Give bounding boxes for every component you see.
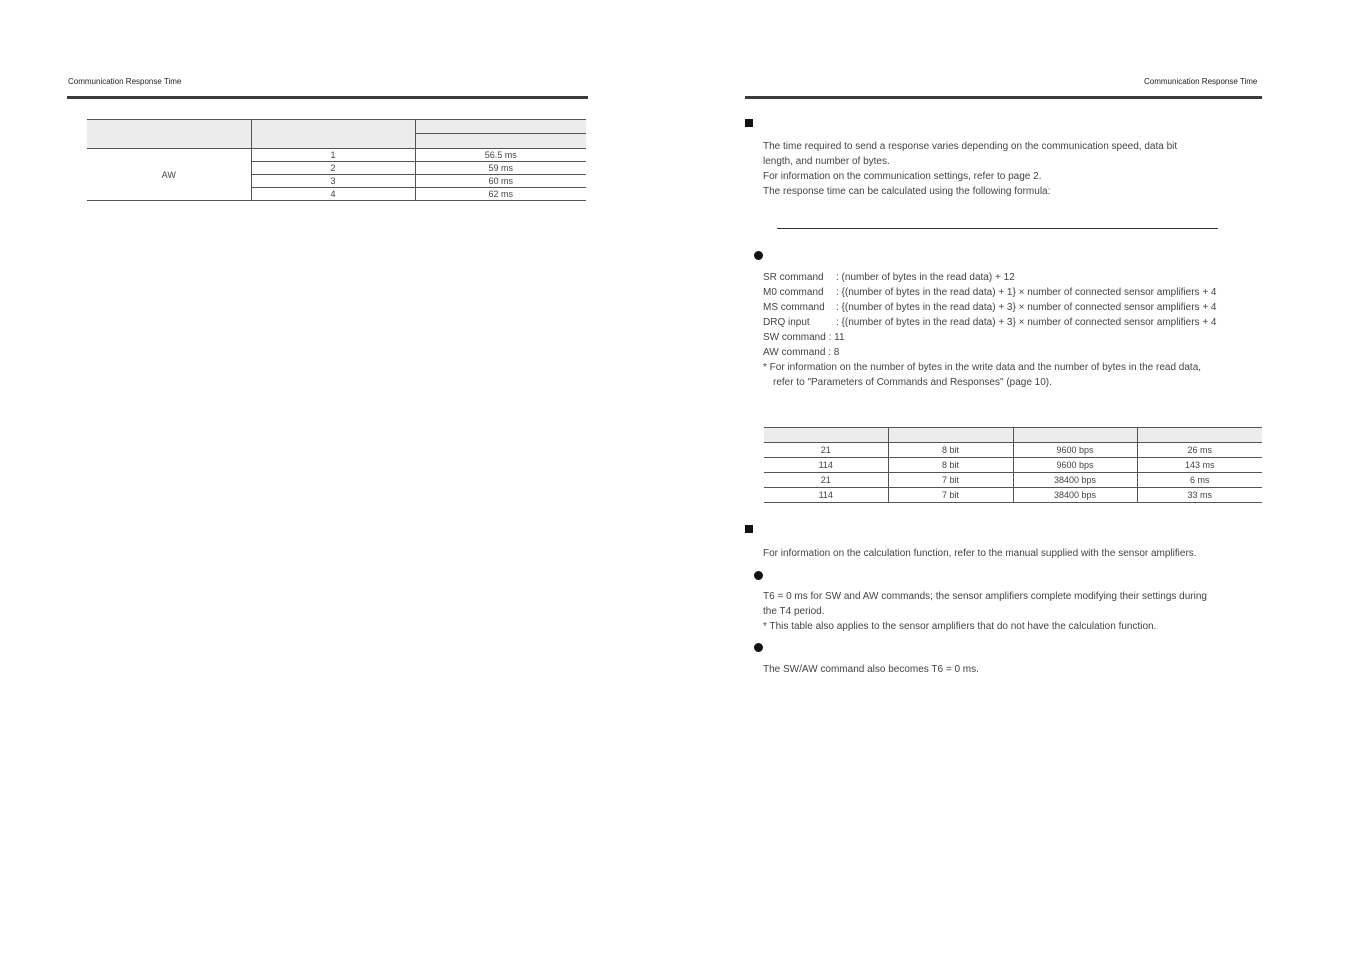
intro-paragraph [763,139,1177,199]
left-table-command: AW [87,149,251,201]
table-cell: 26 ms [1187,445,1212,455]
note-line: * This table also applies to the sensor amplifiers that do not have the calculation function. [763,621,1157,632]
intro-line: length, and number of bytes. [763,156,890,167]
left-table-time: 59 ms [415,162,586,175]
t6-line: T6 = 0 ms for SW and AW commands; the sensor amplifiers complete modifying their settings during [763,591,1207,602]
right-table-header-cell [888,428,1013,443]
table-cell: 114 [764,488,888,503]
right-table-header-cell [1137,428,1262,443]
left-table-count: 4 [251,188,415,201]
swaw-text: The SW/AW command also becomes T6 = 0 ms. [763,664,979,675]
intro-line: The response time can be calculated using the following formula: [763,186,1051,197]
table-cell: 143 ms [1184,460,1215,470]
formula-rule [777,228,1218,229]
left-table-header-cell [415,120,586,134]
note-line: * For information on the number of bytes in the write data and the number of bytes in the read data, [763,362,1202,373]
intro-line: For information on the communication settings, refer to page 2. [763,171,1042,182]
table-cell: 7 bit [888,488,1013,503]
table-row [764,473,1262,488]
table-cell: 38400 bps [1013,473,1137,488]
section-square-bullet [745,119,753,127]
table-cell: 8 bit [888,458,1013,473]
table-cell: 33 ms [1187,490,1212,500]
table-cell: 114 [764,458,888,473]
table-row [764,443,1262,458]
subsection-dot-bullet [754,571,763,580]
left-table-time: 62 ms [415,188,586,201]
table-cell: 6 ms [1189,475,1210,485]
table-cell: 9600 bps [1013,458,1137,473]
command-line: M0 command : {(number of bytes in the read data) + 1} × number of connected sensor amplifiers + 4 [763,287,1217,298]
left-table-count: 1 [251,149,415,162]
table-cell: 21 [764,473,888,488]
left-table-count: 3 [251,175,415,188]
left-table-time: 60 ms [415,175,586,188]
left-table-header-cell [251,120,415,149]
right-table-header-cell [1013,428,1137,443]
right-header-rule [745,96,1262,99]
left-page-header: Communication Response Time [68,77,182,86]
table-row [764,458,1262,473]
table-cell: 21 [764,443,888,458]
table-cell: 8 bit [888,443,1013,458]
command-byte-list [763,270,1217,390]
left-table-time: 56.5 ms [415,149,586,162]
subsection-dot-bullet [754,643,763,652]
left-header-rule [67,96,588,99]
left-table-header-cell [415,134,586,149]
command-line: MS command : {(number of bytes in the read data) + 3} × number of connected sensor amplifiers + 4 [763,302,1217,313]
command-line: SW command : 11 [763,332,845,343]
command-line: DRQ input : {(number of bytes in the read data) + 3} × number of connected sensor amplifiers + 4 [763,317,1217,328]
command-line: SR command : (number of bytes in the read data) + 12 [763,272,1015,283]
table-cell: 7 bit [888,473,1013,488]
command-line: AW command : 8 [763,347,840,358]
left-table-header-cell [87,120,251,149]
right-page-header: Communication Response Time [1144,77,1258,86]
table-row [764,488,1262,503]
subsection-dot-bullet [754,251,763,260]
t6-line: the T4 period. [763,606,825,617]
left-table-count: 2 [251,162,415,175]
right-example-table [764,427,1262,503]
right-table-header-cell [764,428,888,443]
intro-line: The time required to send a response varies depending on the communication speed, data bit [763,141,1178,152]
calc-function-text: For information on the calculation function, refer to the manual supplied with the sensor amplifiers. [763,548,1197,559]
table-cell: 9600 bps [1013,443,1137,458]
left-response-table [87,119,586,201]
t6-paragraph [763,589,1207,634]
table-cell: 38400 bps [1013,488,1137,503]
note-line: refer to "Parameters of Commands and Responses" (page 10). [773,377,1052,388]
section-square-bullet [745,525,753,533]
